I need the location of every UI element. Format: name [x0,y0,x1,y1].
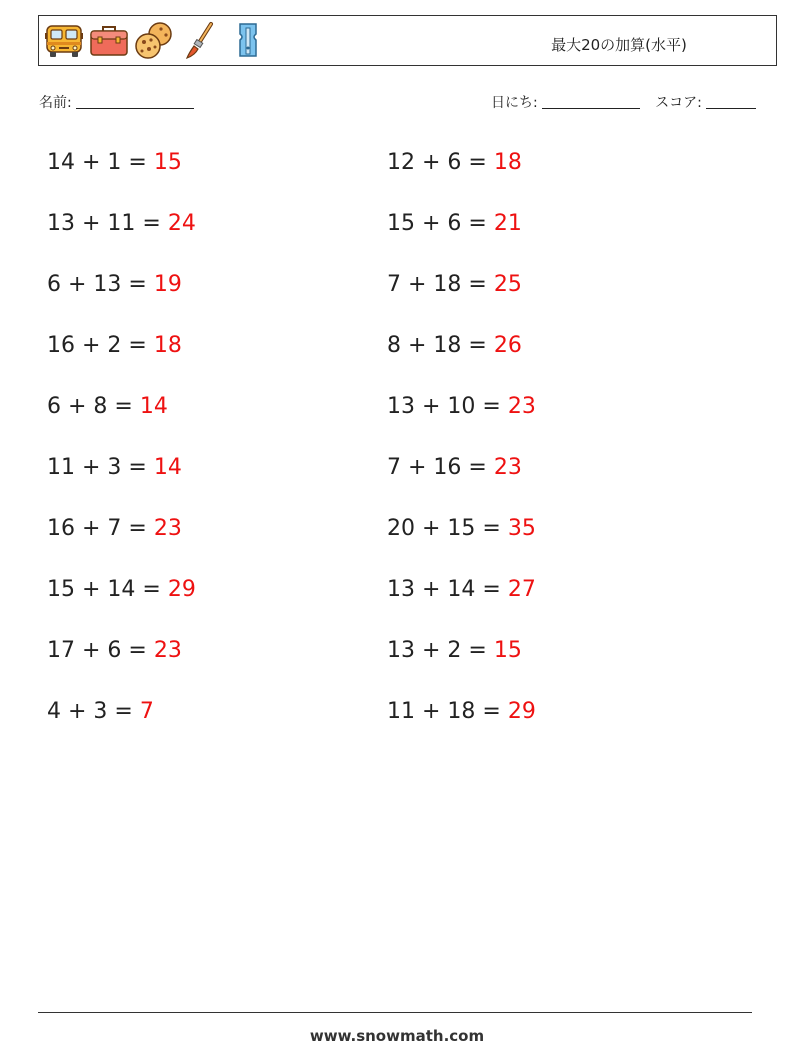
problem-expression: 15 + 14 = [47,577,161,602]
problem-answer: 25 [493,272,522,297]
problem-expression: 16 + 2 = [47,333,147,358]
problem-expression: 13 + 10 = [387,394,501,419]
problem-item [47,514,182,544]
problem-item [387,331,522,361]
problem-item [47,575,196,605]
page-title: 最大20の加算(水平) [551,36,687,54]
problem-answer: 27 [507,577,536,602]
problem-expression: 12 + 6 = [387,150,487,175]
name-label: 名前: [39,95,72,111]
problem-answer: 18 [153,333,182,358]
problem-expression: 11 + 18 = [387,699,501,724]
score-blank[interactable] [706,94,756,109]
problem-answer: 29 [507,699,536,724]
problem-answer: 15 [493,638,522,663]
problem-item [387,209,522,239]
problem-item [47,209,196,239]
paintbrush-icon [179,21,219,61]
problem-answer: 21 [493,211,522,236]
cookies-icon [134,21,174,61]
problem-item [47,270,182,300]
problem-expression: 7 + 18 = [387,272,487,297]
problem-expression: 6 + 8 = [47,394,133,419]
problem-answer: 23 [493,455,522,480]
problem-expression: 13 + 11 = [47,211,161,236]
problem-answer: 35 [507,516,536,541]
problem-expression: 7 + 16 = [387,455,487,480]
name-field [39,93,194,113]
icon-row [44,20,273,62]
problem-item [387,270,522,300]
problem-item [387,575,536,605]
problem-item [47,392,168,422]
problem-expression: 6 + 13 = [47,272,147,297]
problem-answer: 29 [167,577,196,602]
problem-expression: 15 + 6 = [387,211,487,236]
problem-expression: 4 + 3 = [47,699,133,724]
problem-answer: 23 [507,394,536,419]
problem-item [387,636,522,666]
problem-expression: 16 + 7 = [47,516,147,541]
problem-expression: 13 + 14 = [387,577,501,602]
problem-item [387,514,536,544]
problem-expression: 11 + 3 = [47,455,147,480]
problem-answer: 23 [153,516,182,541]
score-label: スコア: [655,95,702,111]
problem-item [387,697,536,727]
problem-answer: 7 [139,699,154,724]
date-blank[interactable] [542,94,640,109]
school-bus-icon [44,21,84,61]
problem-answer: 24 [167,211,196,236]
briefcase-icon [89,21,129,61]
problem-expression: 20 + 15 = [387,516,501,541]
problem-item [47,453,182,483]
problem-expression: 14 + 1 = [47,150,147,175]
problem-answer: 19 [153,272,182,297]
problem-answer: 14 [139,394,168,419]
header-box [38,15,777,66]
problem-answer: 14 [153,455,182,480]
problem-item [47,331,182,361]
problem-expression: 8 + 18 = [387,333,487,358]
footer-url: www.snowmath.com [309,1027,485,1045]
problem-answer: 15 [153,150,182,175]
problem-item [47,636,182,666]
date-label: 日にち: [491,95,538,111]
pencil-sharpener-icon [228,21,268,61]
problem-item [387,148,522,178]
problem-expression: 13 + 2 = [387,638,487,663]
problem-item [387,453,522,483]
problem-item [387,392,536,422]
date-score-fields [491,93,756,113]
problem-answer: 26 [493,333,522,358]
footer-rule [38,1012,752,1013]
problem-item [47,148,182,178]
problem-answer: 18 [493,150,522,175]
name-blank[interactable] [76,94,194,109]
problem-expression: 17 + 6 = [47,638,147,663]
problem-item [47,697,154,727]
problem-answer: 23 [153,638,182,663]
